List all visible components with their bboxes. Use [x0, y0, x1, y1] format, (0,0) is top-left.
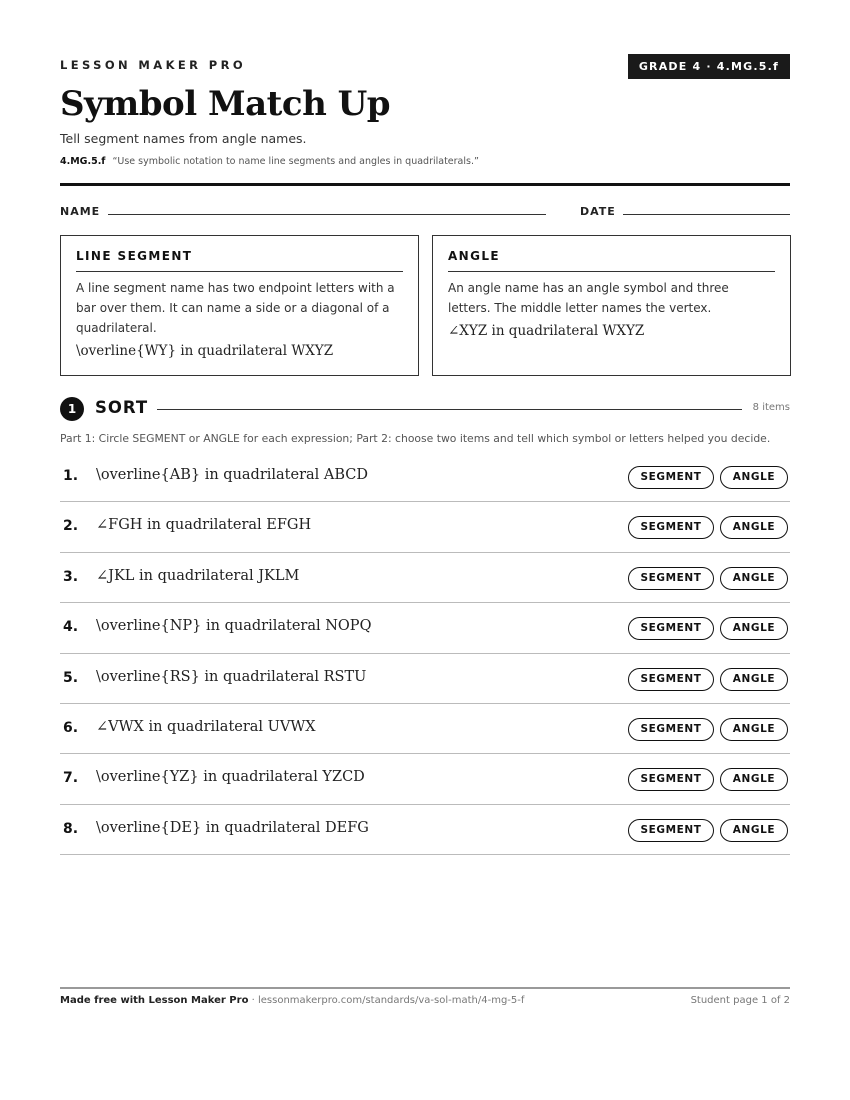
item-list: [60, 452, 790, 855]
definition-example: ∠XYZ in quadrilateral WXYZ: [448, 323, 645, 339]
line-segment-definition: [60, 235, 419, 376]
name-field[interactable]: [108, 214, 546, 215]
angle-option[interactable]: ANGLE: [720, 668, 788, 691]
item-expression: ∠VWX in quadrilateral UVWX: [96, 718, 316, 735]
angle-option[interactable]: ANGLE: [720, 567, 788, 590]
footer-divider: [60, 987, 790, 989]
definition-text: A line segment name has two endpoint letters with a bar over them. It can name a side or a diagonal of a quadrilateral.: [76, 281, 395, 335]
angle-option[interactable]: ANGLE: [720, 466, 788, 489]
list-item: [60, 704, 790, 754]
header-divider: [60, 183, 790, 186]
section-number-badge: 1: [60, 397, 84, 421]
list-item: [60, 805, 790, 855]
item-number: 6.: [63, 719, 79, 736]
angle-option[interactable]: ANGLE: [720, 768, 788, 791]
section-header: [60, 397, 790, 421]
page-title: Symbol Match Up: [60, 84, 391, 124]
grade-badge: GRADE 4 · 4.MG.5.f: [628, 54, 790, 79]
name-label: NAME: [60, 205, 101, 218]
list-item: [60, 502, 790, 552]
section-title: SORT: [95, 398, 149, 417]
brand-name: LESSON MAKER PRO: [60, 58, 247, 72]
definition-text: An angle name has an angle symbol and three letters. The middle letter names the vertex.: [448, 281, 729, 315]
definition-example: \overline{WY} in quadrilateral WXYZ: [76, 343, 334, 359]
footer-url[interactable]: · lessonmakerpro.com/standards/va-sol-math/4-mg-5-f: [251, 995, 525, 1006]
segment-option[interactable]: SEGMENT: [628, 466, 714, 489]
angle-definition: [432, 235, 791, 376]
angle-option[interactable]: ANGLE: [720, 819, 788, 842]
list-item: [60, 603, 790, 653]
item-number: 1.: [63, 468, 79, 484]
item-expression: \overline{RS} in quadrilateral RSTU: [96, 668, 367, 685]
item-expression: \overline{DE} in quadrilateral DEFG: [96, 819, 369, 836]
item-expression: ∠JKL in quadrilateral JKLM: [96, 567, 300, 584]
item-expression: \overline{AB} in quadrilateral ABCD: [96, 467, 369, 483]
segment-option[interactable]: SEGMENT: [628, 617, 714, 640]
item-expression: ∠FGH in quadrilateral EFGH: [96, 517, 312, 534]
instructions: Part 1: Circle SEGMENT or ANGLE for each expression; Part 2: choose two items and tell which symbol or letters helped you decide.: [60, 432, 771, 445]
date-field[interactable]: [623, 214, 790, 215]
footer-credit: [60, 995, 524, 1006]
item-expression: \overline{NP} in quadrilateral NOPQ: [96, 618, 372, 635]
list-item: [60, 553, 790, 603]
segment-option[interactable]: SEGMENT: [628, 718, 714, 741]
page-subtitle: Tell segment names from angle names.: [60, 131, 307, 146]
definition-title: LINE SEGMENT: [76, 249, 403, 272]
segment-option[interactable]: SEGMENT: [628, 768, 714, 791]
segment-option[interactable]: SEGMENT: [628, 567, 714, 590]
standard-quote: “Use symbolic notation to name line segments and angles in quadrilaterals.”: [112, 156, 479, 167]
segment-option[interactable]: SEGMENT: [628, 668, 714, 691]
item-count: 8 items: [752, 402, 790, 413]
item-expression: \overline{YZ} in quadrilateral YZCD: [96, 769, 365, 786]
item-number: 3.: [63, 568, 79, 585]
angle-option[interactable]: ANGLE: [720, 718, 788, 741]
list-item: [60, 754, 790, 804]
list-item: [60, 654, 790, 704]
list-item: [60, 452, 790, 502]
item-number: 2.: [63, 518, 79, 535]
item-number: 8.: [63, 820, 79, 837]
angle-option[interactable]: ANGLE: [720, 617, 788, 640]
standard-code: 4.MG.5.f: [60, 156, 106, 167]
standard-line: [60, 156, 479, 167]
definition-title: ANGLE: [448, 249, 775, 272]
date-label: DATE: [580, 205, 616, 218]
page-indicator: Student page 1 of 2: [690, 995, 790, 1006]
footer-made-with: Made free with Lesson Maker Pro: [60, 995, 249, 1006]
segment-option[interactable]: SEGMENT: [628, 819, 714, 842]
item-number: 7.: [63, 770, 79, 787]
segment-option[interactable]: SEGMENT: [628, 516, 714, 539]
section-divider: [157, 409, 742, 410]
item-number: 5.: [63, 669, 79, 686]
item-number: 4.: [63, 619, 79, 636]
angle-option[interactable]: ANGLE: [720, 516, 788, 539]
